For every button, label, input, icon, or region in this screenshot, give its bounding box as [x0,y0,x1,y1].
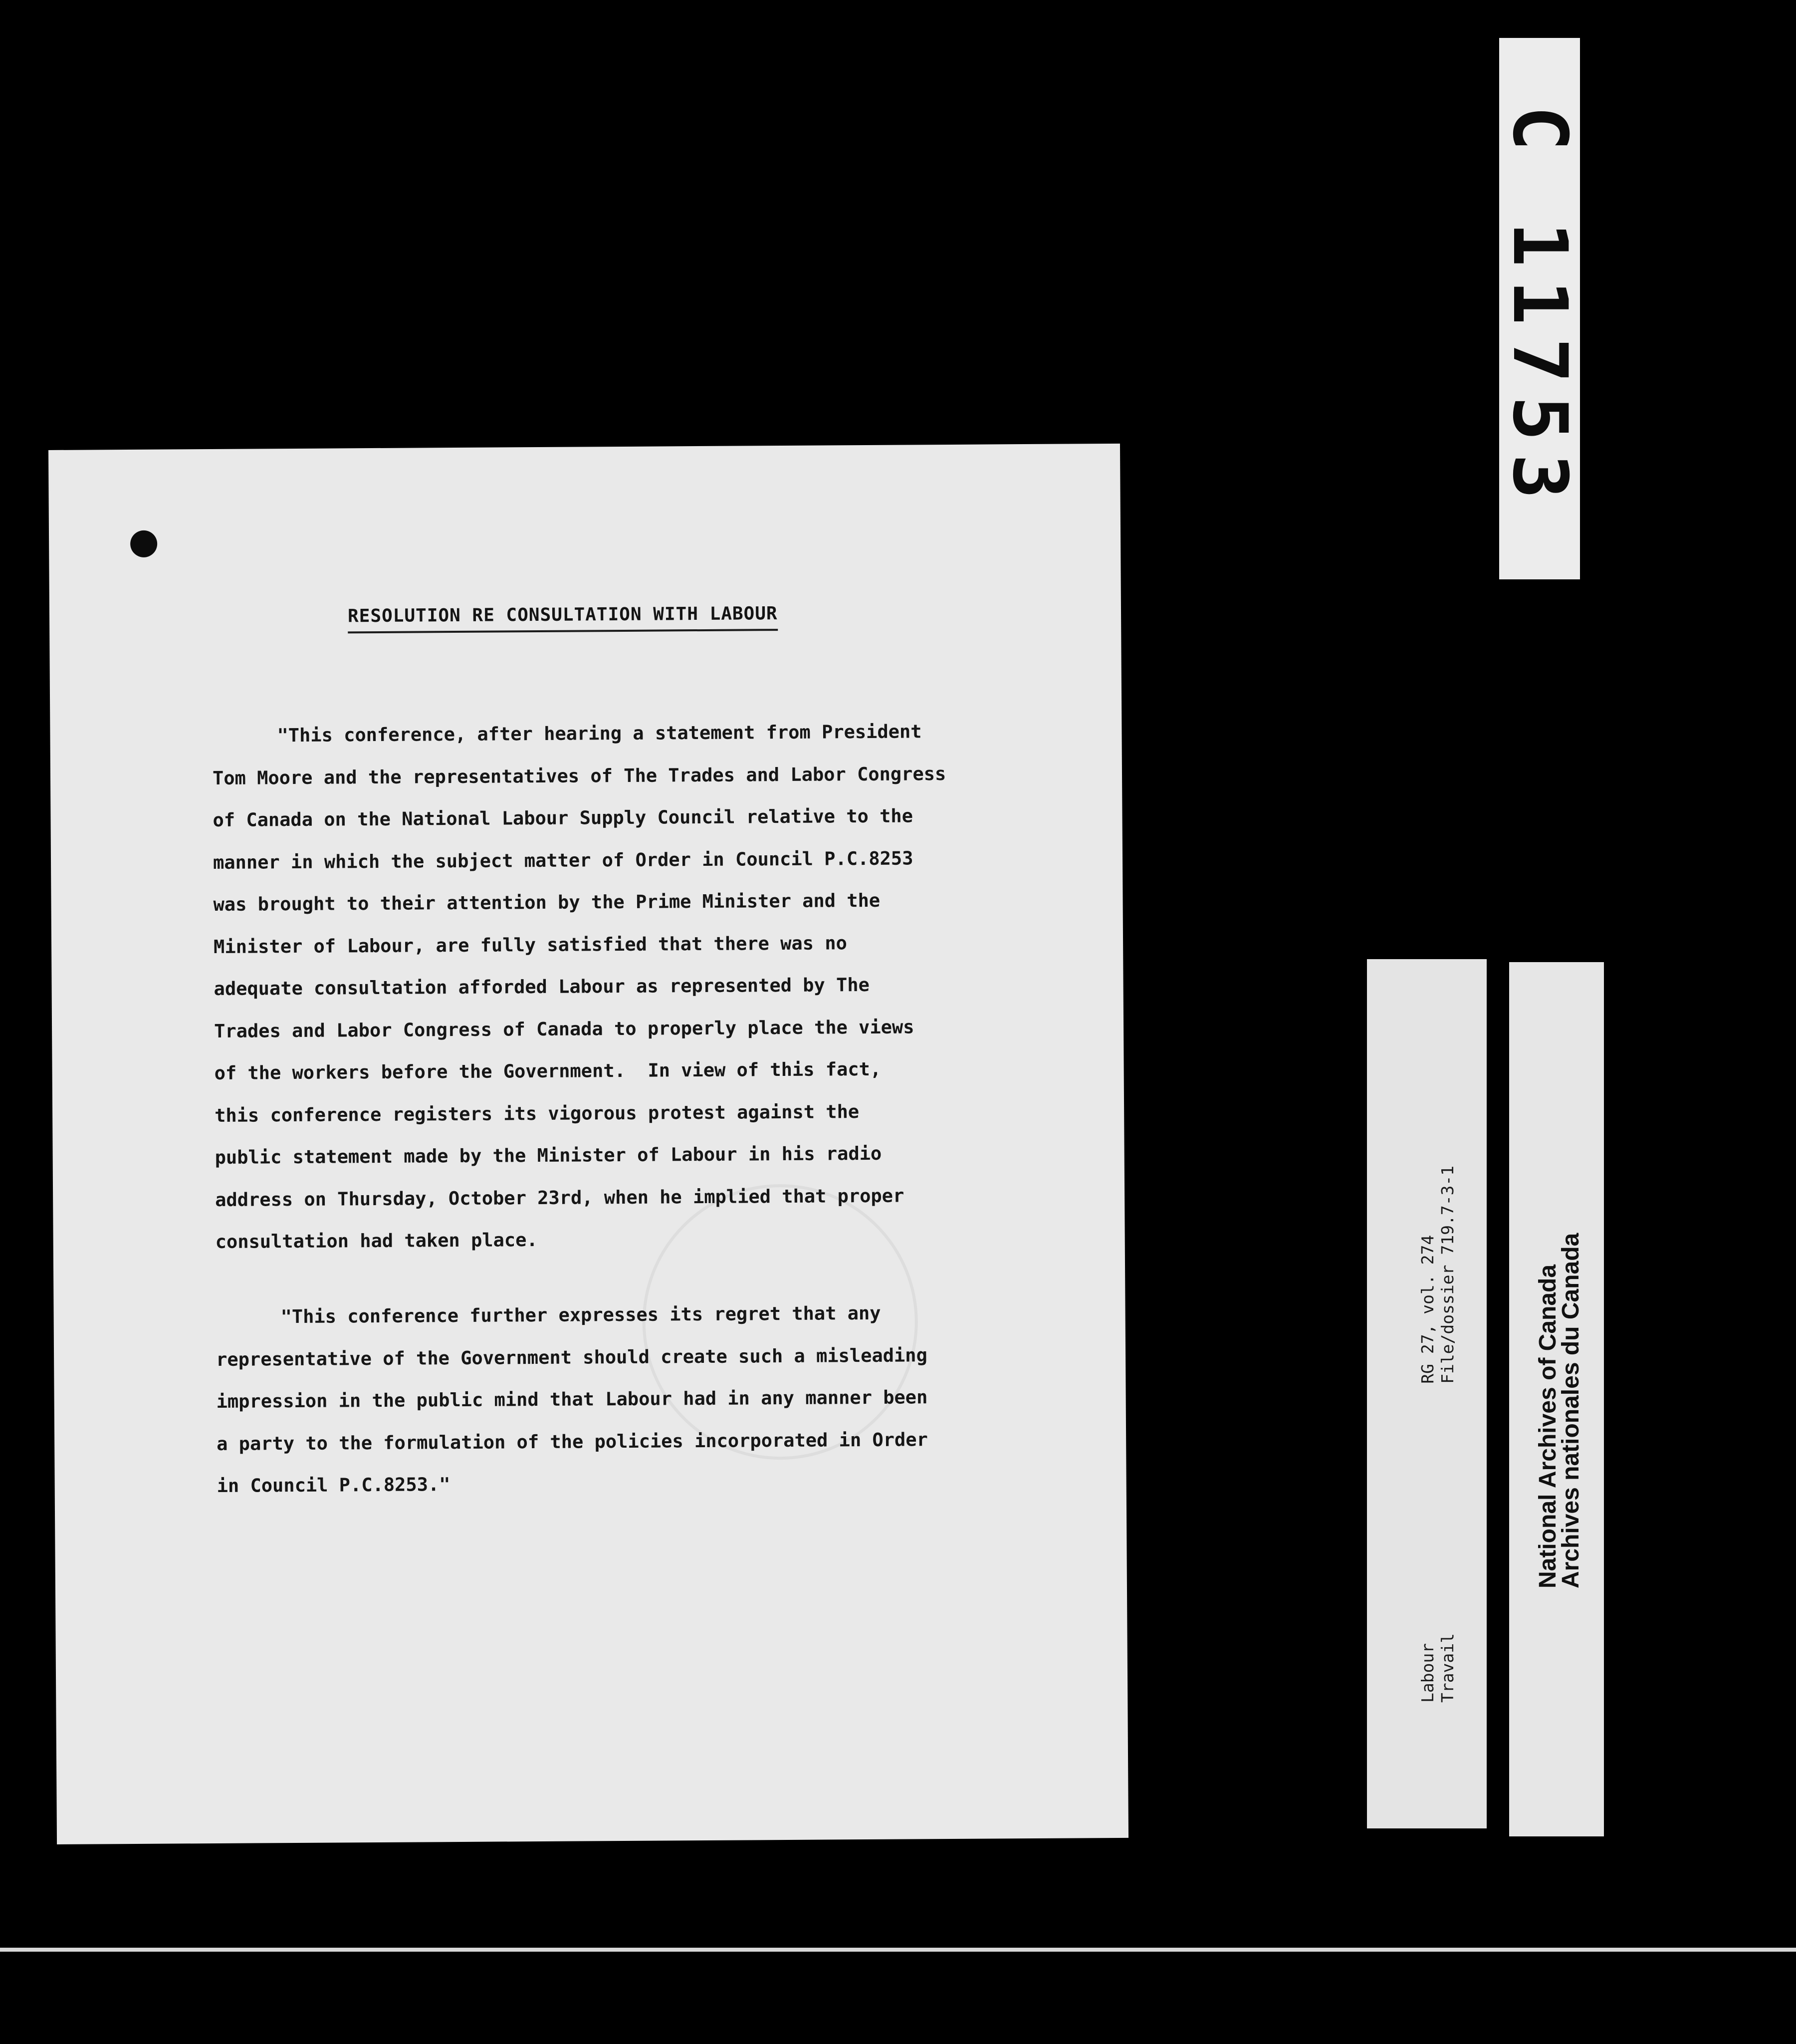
document-title: RESOLUTION RE CONSULTATION WITH LABOUR [348,603,778,633]
frame-number: C 11753 [1496,105,1583,512]
resolution-paragraph-1 [212,710,1069,1264]
text-line: a party to the formulation of the policies incorporated in Order [217,1428,928,1455]
text-line: public statement made by the Minister of Labour in his radio [215,1142,882,1168]
text-line: in Council P.C.8253." [217,1474,450,1497]
resolution-paragraph-2 [216,1291,1070,1508]
film-edge-strip [0,1948,1796,1952]
text-line: was brought to their attention by the Prime Minister and the [213,889,881,915]
text-line: adequate consultation afforded Labour as represented by The [214,974,870,1000]
text-line: impression in the public mind that Labour had in any manner been [216,1386,928,1412]
text-line: Trades and Labor Congress of Canada to properly place the views [214,1016,914,1042]
reference-file: File/dossier 719.7-3-1 [1438,1165,1457,1384]
punch-hole [130,530,157,557]
reference-volume: RG 27, vol. 274 [1418,1235,1437,1384]
archives-name-en: National Archives of Canada [1535,1264,1561,1588]
text-line: of Canada on the National Labour Supply Council relative to the [213,805,913,831]
reference-collection-fr: Travail [1438,1633,1457,1703]
reference-label [1367,959,1487,1828]
text-line: consultation had taken place. [215,1229,538,1253]
archives-text [1537,1233,1582,1588]
text-line: Minister of Labour, are fully satisfied that there was no [213,932,847,958]
text-line: of the workers before the Government. In view of this fact, [214,1058,882,1084]
reference-text [1418,1166,1458,1703]
archives-label [1509,962,1604,1836]
document-page [48,444,1128,1844]
text-line: representative of the Government should create such a misleading [216,1344,927,1370]
text-line: "This conference further expresses its regret that any [280,1302,881,1328]
text-line: manner in which the subject matter of Order in Council P.C.8253 [213,847,913,873]
frame-number-label [1496,38,1583,579]
reference-collection-en: Labour [1418,1643,1437,1703]
text-line: "This conference, after hearing a statement from President [277,721,922,747]
text-line: this conference registers its vigorous protest against the [215,1100,860,1126]
archives-name-fr: Archives nationales du Canada [1558,1233,1584,1588]
text-line: address on Thursday, October 23rd, when he implied that proper [215,1185,904,1211]
text-line: Tom Moore and the representatives of The Trades and Labor Congress [212,763,946,789]
